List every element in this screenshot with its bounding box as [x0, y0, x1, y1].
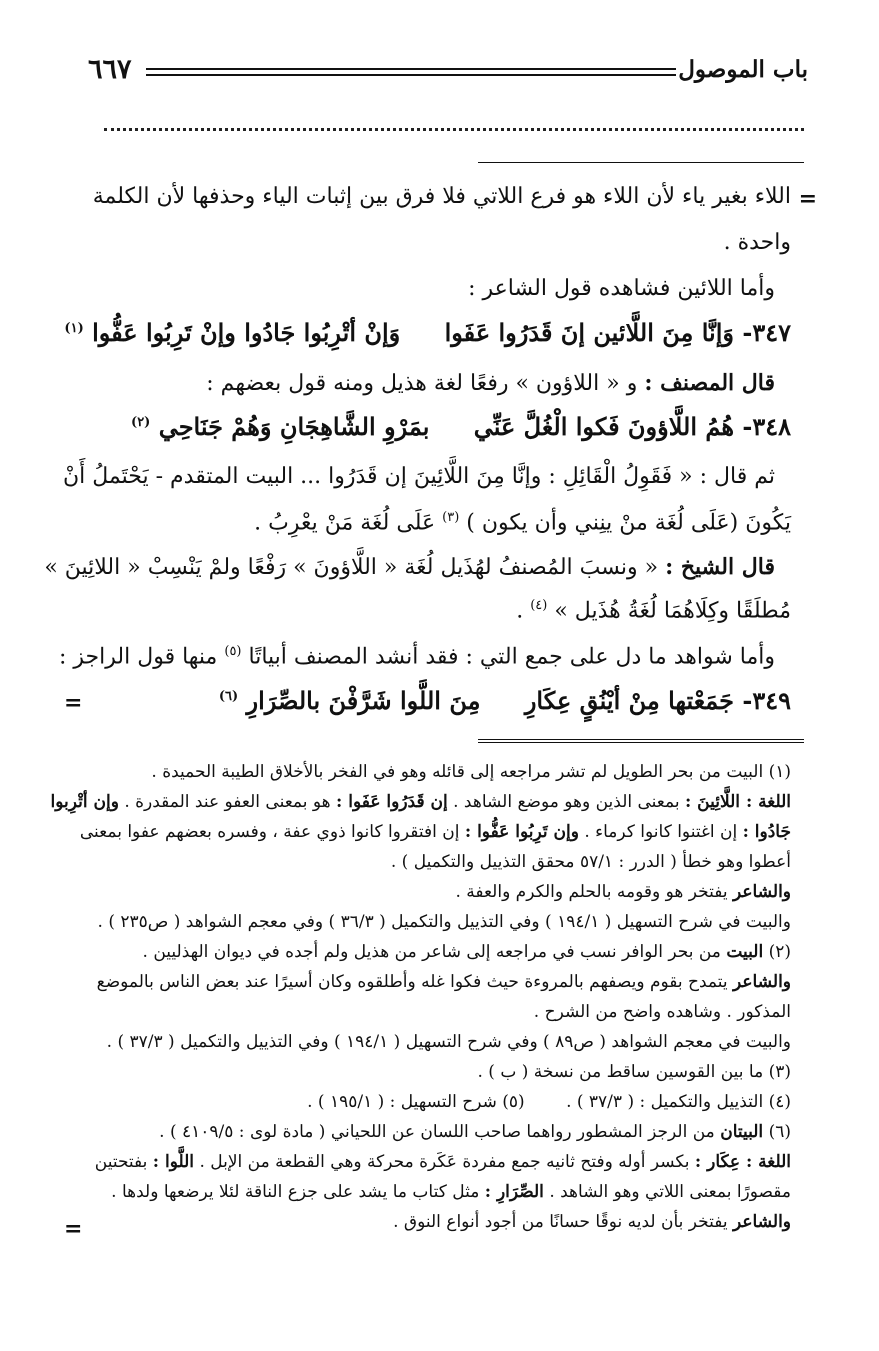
label-shaykh: قال الشيخ :: [665, 554, 775, 580]
verse-349: [219, 686, 791, 715]
verse-hemistich-1: وَإنَّا مِنَ اللَّائين إنَ قَدَرُوا عَفَوا: [444, 318, 734, 347]
header-rule: [146, 68, 676, 76]
footnote-line: اللغة : عِكَار : بكسر أوله وفتح ثانيه جمع مفردة عَكَرة محركة وهي القطعة من الإبل . اللَّوا : بفتحتين: [94, 1152, 791, 1172]
body-line: وأما شواهد ما دل على جمع التي : فقد أنشد المصنف أبياتًا $^{(٥)}$ منها قول الراجز :: [59, 644, 775, 670]
verse-347: [64, 318, 791, 347]
body-line: يَكُونَ (عَلَى لُغَة منْ ينِني وأن يكون ) $^{(٣)}$ عَلَى لُغَة مَنْ يعْرِبُ .: [254, 510, 791, 536]
verse-number: ٣٤٨-: [742, 412, 791, 441]
continuation-marker: =: [64, 690, 83, 716]
verse-hemistich-2: وَإنْ أتْرِبُوا جَادُوا وإنْ تَرِبُوا عَفُّوا: [92, 318, 401, 347]
footnote-line: أعطوا وهو خطأ ( الدرر : ٥٧/١ محقق التذييل والتكميل ) .: [390, 852, 791, 872]
body-line: ثم قال : « فَقَوِلُ الْقَائِلِ : وإنَّا مِنَ اللَّائِينَ إن قَدَرُوا ... البيت المتقدم - يَحْتَملُ أَنْ: [63, 464, 775, 489]
footnote-line: والشاعر يفتخر بأن لديه نوقًا حسانًا من أجود أنواع النوق .: [393, 1212, 791, 1232]
label-author: قال المصنف :: [644, 370, 775, 396]
verse-number: ٣٤٧-: [742, 318, 791, 347]
footnote-line: (٢) البيت من بحر الوافر نسب في مراجعه إلى شاعر من هذيل ولم أجده في ديوان الهذليين .: [142, 942, 791, 962]
footnote-line: (٣) ما بين القوسين ساقط من نسخة ( ب ) .: [477, 1062, 791, 1082]
verse-hemistich-2: بمَرْوِ الشَّاهِجَانِ وَهُمْ جَنَاحِي: [158, 412, 430, 441]
footnote-line: والشاعر يتمدح بقوم ويصفهم بالمروءة حيث فكوا غله وأطلقوه وكان أسيرًا عند بعض الناس بالموضع: [96, 972, 791, 992]
footnote-line: جَادُوا : إن اغتنوا كانوا كرماء . وإن تَرِبُوا عَفُّوا : إن افتقروا كانوا ذوي عفة ، وفسره بعضهم عفوا بمعنى: [79, 822, 791, 842]
footnote-line: المذكور . وشاهده واضح من الشرح .: [533, 1002, 791, 1022]
footnote-line: والشاعر يفتخر هو وقومه بالحلم والكرم والعفة .: [455, 882, 791, 902]
verse-hemistich-1: جَمَعْتها مِنْ أيْنُقٍ عِكَارِ: [524, 686, 734, 715]
body-line: قال الشيخ : « ونسبَ المُصنفُ لهُذَيل لُغَة « اللَّاؤونَ » رَفْعًا ولمْ يَنْسِبْ « اللائِينَ »: [44, 554, 775, 580]
footnote-line: والبيت في معجم الشواهد ( ص٨٩ ) وفي شرح التسهيل ( ١٩٤/١ ) وفي التذييل والتكميل ( ٣٧/٣ ) .: [106, 1032, 791, 1052]
verse-348: [131, 412, 791, 441]
footnote-rule: [478, 739, 804, 743]
page-header: [88, 56, 808, 90]
footnote-ref: (٥): [224, 644, 242, 659]
page-number: ٦٦٧: [88, 54, 132, 85]
footnote-line: (٦) البيتان من الرجز المشطور رواهما صاحب اللسان عن اللحياني ( مادة لوى : ٤١٠٩/٥ ) .: [159, 1122, 791, 1142]
continuation-marker: =: [798, 186, 817, 212]
footnote-ref: (٦): [218, 689, 239, 704]
body-line: واحدة .: [723, 230, 791, 255]
footnote-ref: (٣): [442, 510, 460, 525]
continuation-marker: =: [64, 1216, 83, 1242]
verse-number: ٣٤٩-: [742, 686, 791, 715]
section-rule: [478, 162, 804, 163]
footnote-line: (١) البيت من بحر الطويل لم تشر مراجعه إلى قائله وهو في الفخر بالأخلاق الطيبة الحميدة .: [151, 762, 791, 782]
footnote-line: والبيت في شرح التسهيل ( ١٩٤/١ ) وفي التذييل والتكميل ( ٣٦/٣ ) وفي معجم الشواهد ( ص٢٣٥ ) .: [97, 912, 791, 932]
body-line: وأما اللائين فشاهده قول الشاعر :: [468, 276, 775, 301]
body-line: قال المصنف : و « اللاؤون » رفعًا لغة هذيل ومنه قول بعضهم :: [206, 370, 775, 396]
body-line: مُطلَقًا وكِلَاهُمَا لُغَةُ هُذَيل » $^{(٤)}$ .: [516, 598, 791, 624]
footnote-line: مقصورًا بمعنى اللاتي وهو الشاهد . الصِّرَارِ : مثل كتاب ما يشد على جزع الناقة لئلا يرضعها ولدها .: [111, 1182, 791, 1202]
dotted-separator: [104, 128, 804, 131]
footnote-ref: (١): [64, 321, 84, 336]
verse-hemistich-1: هُمُ اللَّاؤونَ فَكوا الْغُلَّ عَنِّي: [473, 412, 734, 441]
footnote-line: (٤) التذييل والتكميل : ( ٣٧/٣ ) . (٥) شرح التسهيل : ( ١٩٥/١ ) .: [307, 1092, 791, 1112]
footnote-ref: (٤): [530, 598, 548, 613]
verse-hemistich-2: مِنَ اللَّوا شَرَّفْنَ بالصِّرَارِ: [246, 686, 481, 715]
chapter-title: باب الموصول: [678, 56, 808, 83]
footnote-ref: (٢): [131, 415, 151, 430]
footnote-line: اللغة : اللَّائِينَ : بمعنى الذين وهو موضع الشاهد . إن قَدَرُوا عَفَوا : هو بمعنى العفو عند المقدرة . وإن أتْرِبوا: [50, 792, 791, 812]
body-line: اللاء بغير ياء لأن اللاء هو فرع اللاتي فلا فرق بين إثبات الياء وحذفها لأن الكلمة: [92, 184, 791, 209]
